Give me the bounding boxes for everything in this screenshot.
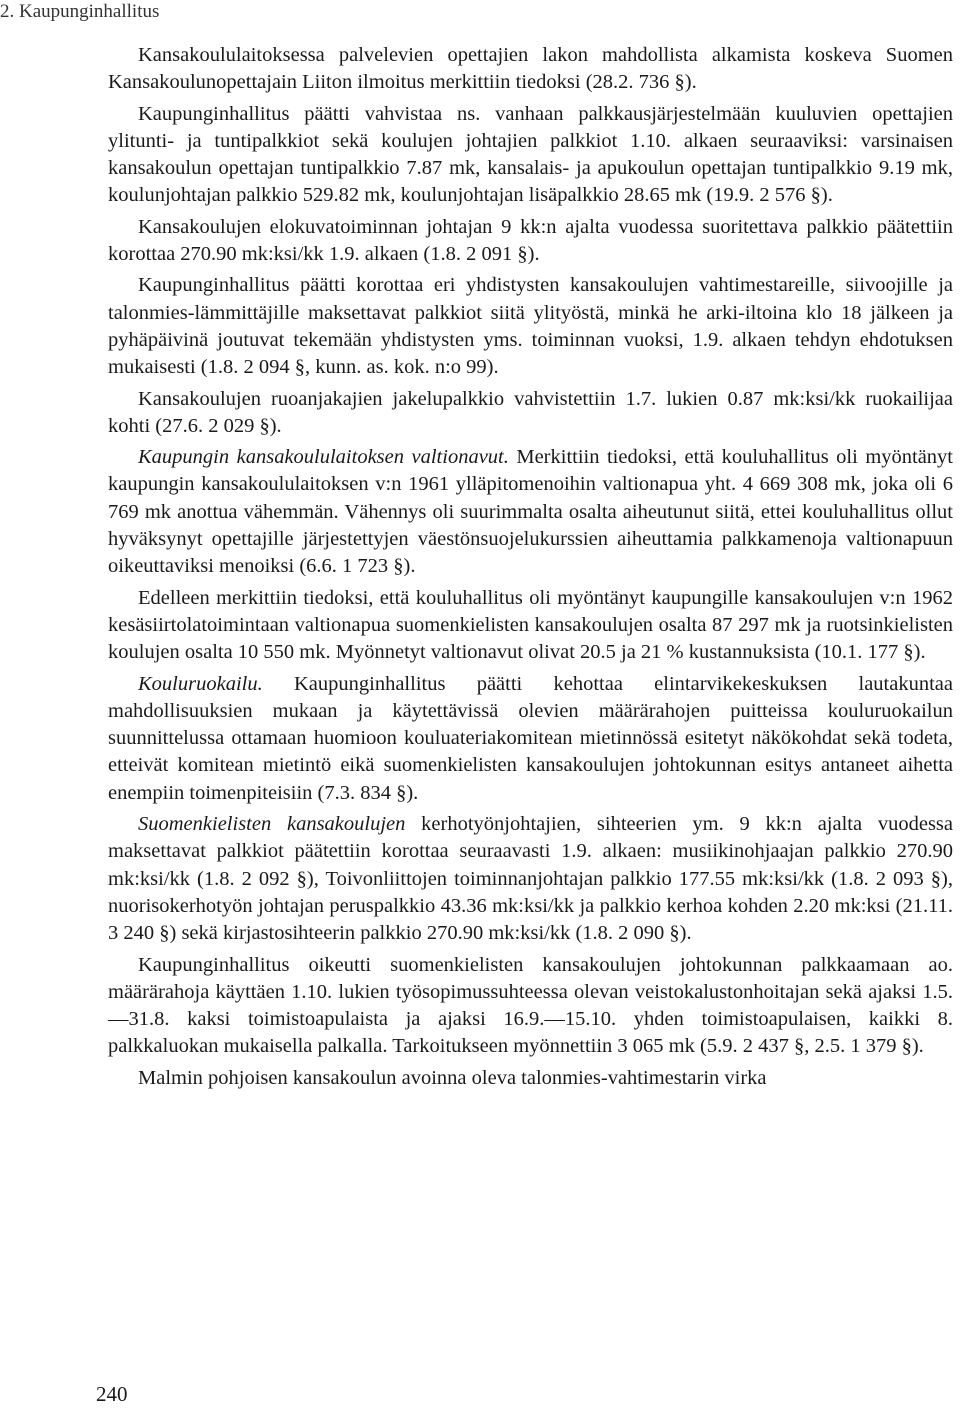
paragraph — [108, 671, 953, 807]
paragraph-text: Kaupunginhallitus päätti kehottaa elintarvikekeskuksen lautakuntaa mahdollisuuksien mukaan ja käytettävissä olevien määrärahojen puitteissa kouluruokailun suunnittelussa ottamaan huomioon kouluateriakomitean mietinnössä esitetyt näkökohdat sekä todeta, etteivät komitean mietintö eikä suomenkielisten kansakoulujen johtokunnan esitys antaneet aihetta enempiin toimenpiteisiin (7.3. 834 §). — [108, 672, 953, 804]
paragraph — [108, 444, 953, 580]
paragraph: Kansakoulujen ruoanjakajien jakelupalkkio vahvistettiin 1.7. lukien 0.87 mk:ksi/kk ruokailijaa kohti (27.6. 2 029 §). — [108, 387, 953, 437]
section-heading-italic: Suomenkielisten kansakoulujen — [138, 813, 406, 836]
section-heading-italic: Kouluruokailu. — [138, 672, 263, 695]
paragraph — [108, 811, 953, 947]
paragraph: Kaupunginhallitus päätti korottaa eri yhdistysten kansakoulujen vahtimestareille, siivoojille ja talonmies-lämmittäjille maksettavat palkkiot siitä ylityöstä, minkä he arki-iltoina klo 18 jälkeen ja pyhäpäivinä joutuvat tekemään yhdistysten yms. toiminnan vuoksi, 1.9. alkaen tehdyn ehdotuksen mukaisesti (1.8. 2 094 §, kunn. as. kok. n:o 99). — [108, 274, 953, 379]
running-header: 2. Kaupunginhallitus — [0, 1, 160, 22]
section-heading-italic: Kaupungin kansakoululaitoksen valtionavut. — [138, 446, 509, 469]
paragraph: Kansakoululaitoksessa palvelevien opettajien lakon mahdollista alkamista koskeva Suomen Kansakoulunopettajain Liiton ilmoitus merkittiin tiedoksi (28.2. 736 §). — [108, 44, 953, 94]
paragraph: Malmin pohjoisen kansakoulun avoinna oleva talonmies-vahtimestarin virka — [138, 1066, 767, 1089]
paragraph: Kansakoulujen elokuvatoiminnan johtajan 9 kk:n ajalta vuodessa suoritettava palkkio päätettiin korottaa 270.90 mk:ksi/kk 1.9. alkaen (1.8. 2 091 §). — [108, 215, 953, 266]
paragraph: Kaupunginhallitus oikeutti suomenkielisten kansakoulujen johtokunnan palkkaamaan ao. määrärahoja käyttäen 1.10. lukien työsopimussuhteessa olevan veistokalustonhoitajan sekä ajaksi 1.5.—31.8. kaksi toimistoapulaista ja ajaksi 16.9.—15.10. yhden toimistoapulaisen, kaikki 8. palkkaluokan mukaisella palkalla. Tarkoitukseen myönnettiin 3 065 mk (5.9. 2 437 §, 2.5. 1 379 §). — [108, 953, 953, 1058]
paragraph: Kaupunginhallitus päätti vahvistaa ns. vanhaan palkkausjärjestelmään kuuluvien opettajien ylitunti- ja tuntipalkkiot sekä koulujen johtajien palkkiot 1.10. alkaen seuraaviksi: varsinaisen kansakoulun opettajan tuntipalkkio 7.87 mk, kansalais- ja apukoulun opettajan tuntipalkkio 9.19 mk, koulunjohtajan palkkio 529.82 mk, koulunjohtajan lisäpalkkio 28.65 mk (19.9. 2 576 §). — [108, 102, 953, 207]
paragraph: Edelleen merkittiin tiedoksi, että kouluhallitus oli myöntänyt kaupungille kansakoulujen v:n 1962 kesäsiirtolatoimintaan valtionapua suomenkielisten kansakoulujen osalta 87 297 mk ja ruotsinkielisten koulujen osalta 10 550 mk. Myönnetyt valtionavut olivat 20.5 ja 21 % kustannuksista (10.1. 177 §). — [108, 586, 953, 664]
page-number: 240 — [96, 1382, 128, 1406]
paragraph-text: Merkittiin tiedoksi, että kouluhallitus oli myöntänyt kaupungin kansakoululaitoksen v:n 1961 ylläpitomenoihin valtionapua yht. 4 669 308 mk, joka oli 6 769 mk anottua vähemmän. Vähennys oli suurimmalta osalta aiheutunut siitä, ettei kouluhallitus ollut hyväksynyt opettajille järjestettyjen väestönsuojelukurssien aiheuttamia palkkamenoja valtionapuun oikeuttaviksi menoiksi (6.6. 1 723 §). — [108, 446, 953, 578]
document-body — [108, 42, 953, 1096]
paragraph-text: kerhotyönjohtajien, sihteerien ym. 9 kk:n ajalta vuodessa maksettavat palkkiot päätettiin korottaa seuraavasti 1.9. alkaen: musiikinohjaajan palkkio 270.90 mk:ksi/kk (1.8. 2 092 §), Toivonliittojen toiminnanjohtajan palkkio 177.55 mk:ksi/kk (1.8. 2 093 §), nuorisokerhotyön johtajan peruspalkkio 43.36 mk:ksi/kk ja palkkio kerhoa kohden 2.20 mk:ksi (21.11. 3 240 §) sekä kirjastosihteerin palkkio 270.90 mk:ksi/kk (1.8. 2 090 §). — [108, 813, 953, 945]
